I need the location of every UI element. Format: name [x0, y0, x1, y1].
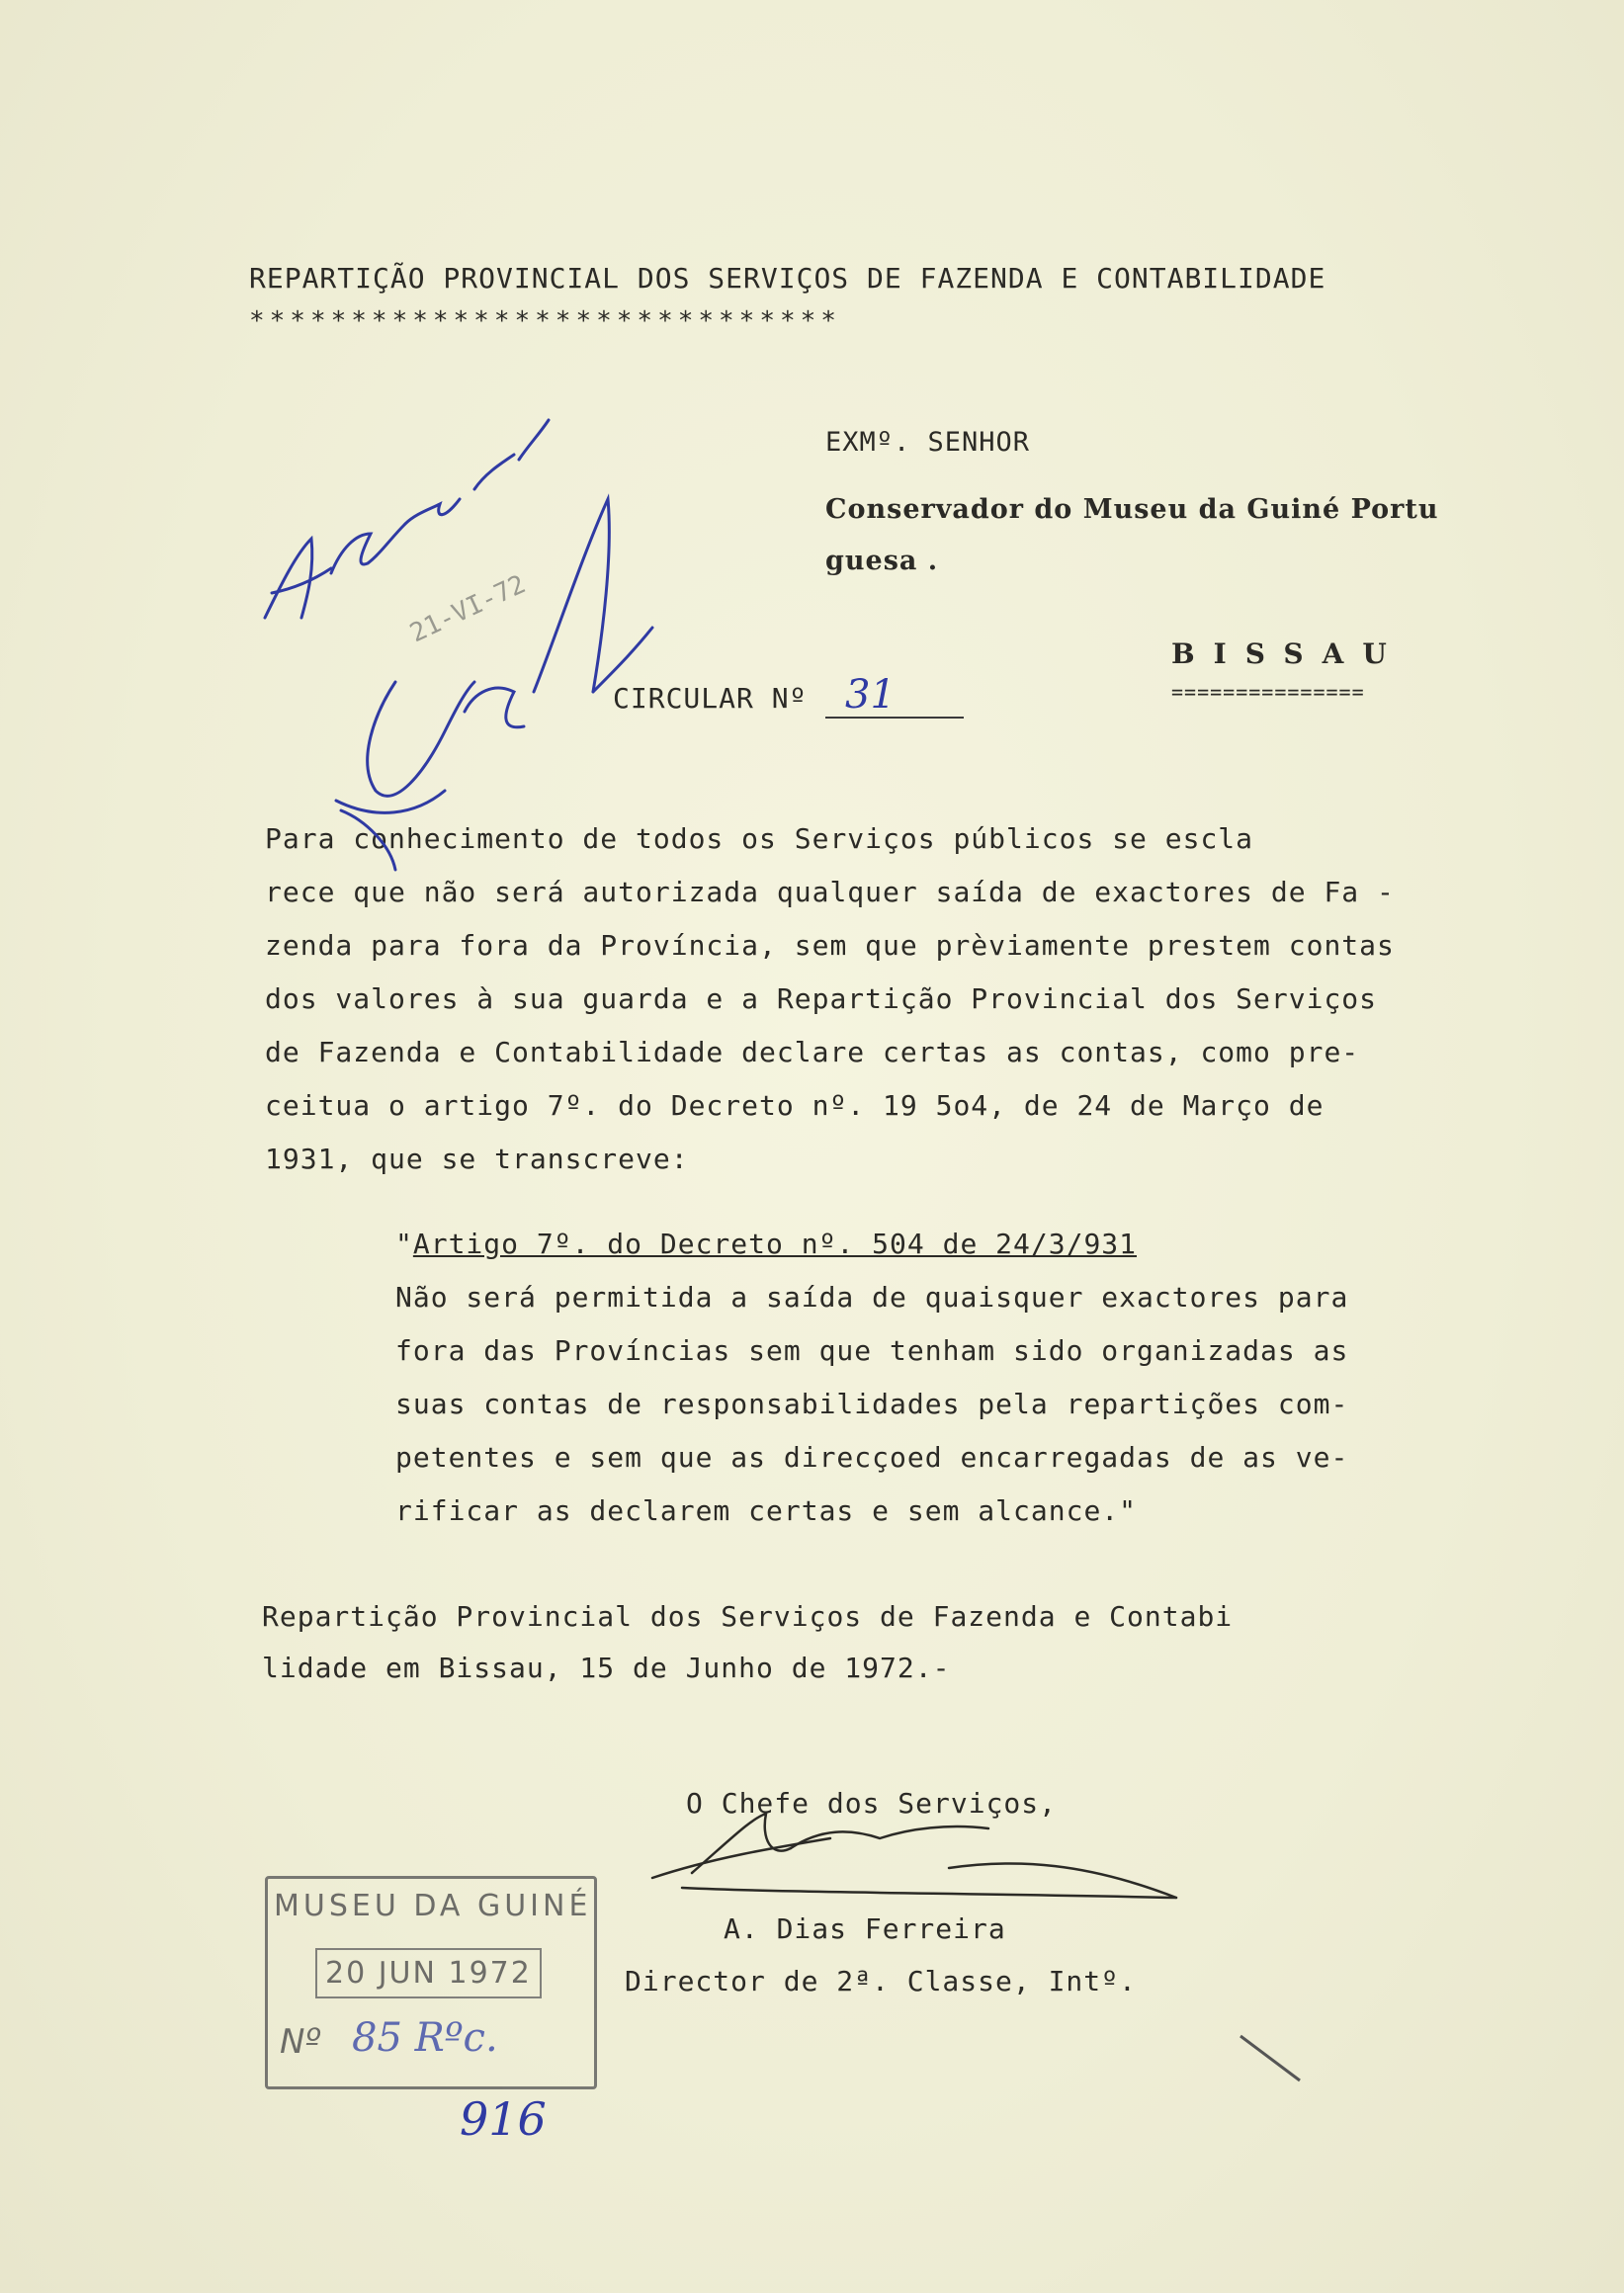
recipient-line-1: Conservador do Museu da Guiné Portu	[825, 494, 1439, 525]
city-rule: ===============	[1171, 680, 1365, 704]
body-line: Para conhecimento de todos os Serviços públicos se escla	[265, 822, 1254, 855]
quote-line: Não será permitida a saída de quaisquer exactores para	[395, 1281, 1349, 1314]
quote-line: rificar as declarem certas e sem alcance."	[395, 1494, 1138, 1527]
body-line: de Fazenda e Contabilidade declare certas as contas, como pre-	[265, 1036, 1360, 1068]
body-line: ceitua o artigo 7º. do Decreto nº. 19 5o4, de 24 de Março de	[265, 1089, 1325, 1122]
letterhead-title: REPARTIÇÃO PROVINCIAL DOS SERVIÇOS DE FAZENDA E CONTABILIDADE	[249, 262, 1326, 295]
recipient-line-2: guesa .	[825, 546, 939, 576]
body-line: rece que não será autorizada qualquer saída de exactores de Fa -	[265, 876, 1395, 908]
circular-label: CIRCULAR Nº	[613, 682, 808, 715]
closing-line: lidade em Bissau, 15 de Junho de 1972.-	[262, 1652, 951, 1684]
signature-heading: O Chefe dos Serviços,	[686, 1787, 1058, 1820]
quote-line: petentes e sem que as direcçoed encarregadas de as ve-	[395, 1441, 1349, 1474]
quote-heading	[395, 1218, 1348, 1271]
stamp-number-prefix: Nº	[280, 2022, 321, 2062]
signatory-title: Director de 2ª. Classe, Intº.	[625, 1965, 1137, 1997]
signatory-name: A. Dias Ferreira	[724, 1912, 1006, 1945]
stamp-date: 20 JUN 1972	[315, 1948, 542, 1998]
stray-mark	[1240, 2036, 1300, 2081]
body-line: dos valores à sua guarda e a Repartição Provincial dos Serviços	[265, 982, 1378, 1015]
handwritten-annotation	[265, 420, 549, 618]
body-line: zenda para fora da Província, sem que prèviamente prestem contas	[265, 929, 1395, 962]
stamp-handwritten-number: 85 Rºc.	[352, 2015, 498, 2061]
closing-text	[262, 1591, 1233, 1694]
circular-number: 31	[845, 672, 896, 718]
quote-line: suas contas de responsabilidades pela repartições com-	[395, 1388, 1349, 1420]
closing-line: Repartição Provincial dos Serviços de Fazenda e Contabi	[262, 1600, 1234, 1633]
pencil-date: 21-VI-72	[405, 569, 531, 649]
body-line: 1931, que se transcreve:	[265, 1143, 689, 1175]
quote-line: fora das Províncias sem que tenham sido organizadas as	[395, 1334, 1349, 1367]
stamp-institution: MUSEU DA GUINÉ	[274, 1889, 592, 1923]
letterhead-stars: *****************************	[249, 306, 841, 336]
stamp-handwritten-extra: 916	[460, 2092, 547, 2146]
city: BISSAU	[1171, 637, 1406, 670]
director-signature	[652, 1814, 1176, 1898]
museum-stamp	[265, 1876, 597, 2089]
salutation: EXMº. SENHOR	[825, 427, 1031, 458]
quote-open-mark: "	[395, 1228, 413, 1260]
quoted-article	[395, 1218, 1348, 1538]
quote-heading-text: Artigo 7º. do Decreto nº. 504 de 24/3/931	[412, 1228, 1138, 1260]
body-text	[265, 812, 1505, 1186]
